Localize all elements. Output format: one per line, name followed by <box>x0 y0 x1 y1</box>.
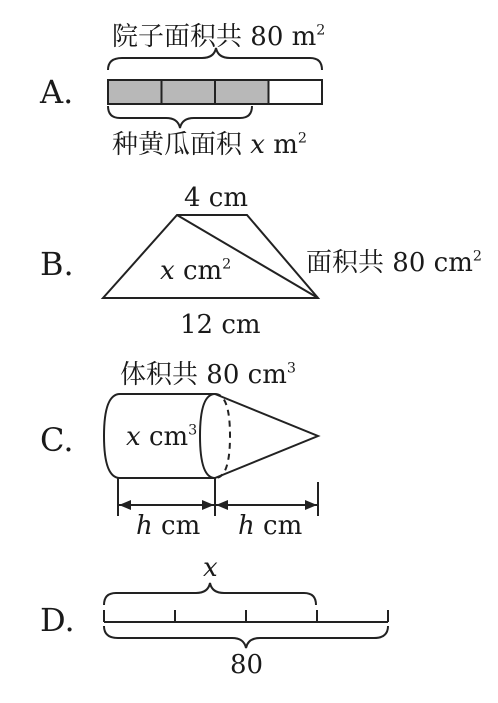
option-a-letter: A. <box>40 73 74 111</box>
option-c-cyl-exp: 3 <box>188 422 198 439</box>
option-c-top-num: 80 <box>206 360 240 390</box>
option-c-cyl-unit: cm <box>148 422 189 452</box>
option-d-top-var: x <box>203 553 218 583</box>
option-c-h2-var: h <box>238 511 255 541</box>
option-c-h1-var: h <box>136 511 153 541</box>
option-c-h1-unit: cm <box>161 511 201 541</box>
option-c-arrow-2r <box>305 500 317 510</box>
option-c-top-exp: 3 <box>286 360 296 377</box>
option-b-letter: B. <box>40 245 74 283</box>
option-a-bar-shaded-part <box>108 80 162 104</box>
option-c-cyl-var: x <box>126 422 141 452</box>
option-b-inner-var: x <box>160 256 175 286</box>
option-b-inner-label <box>160 258 231 284</box>
option-c-h1-label <box>136 513 200 539</box>
option-c-h2-unit: cm <box>263 511 303 541</box>
option-a-bottom-var: x <box>250 130 265 160</box>
option-c-cyl-label <box>126 424 197 450</box>
option-a-bar-empty-part <box>269 80 323 104</box>
option-b-total-text: 面积共 <box>306 248 385 278</box>
option-a-bottom-text: 种黄瓜面积 <box>112 130 243 160</box>
option-c-arrow-2l <box>216 500 228 510</box>
option-c-top-text: 体积共 <box>120 360 199 390</box>
option-b-bottom-len: 12 cm <box>180 310 261 340</box>
option-b-total-unit: cm <box>433 248 473 278</box>
option-b-total-label <box>306 250 482 276</box>
option-c-top-label <box>120 362 296 388</box>
option-c-h2-label <box>238 513 302 539</box>
option-a-bar <box>108 80 322 104</box>
option-a-top-num: 80 <box>250 22 284 52</box>
option-a-bottom-unit: m <box>273 130 298 160</box>
option-a-bottom-brace <box>108 106 252 128</box>
option-b-inner-exp: 2 <box>222 256 232 273</box>
option-c-letter: C. <box>40 421 74 459</box>
option-d-segment <box>104 610 388 622</box>
option-a-bottom-exp: 2 <box>297 130 307 147</box>
option-d-bottom-brace <box>104 626 388 648</box>
option-c-cylinder-hidden-ellipse <box>215 394 230 478</box>
option-c-arrow-1l <box>119 500 131 510</box>
option-d-top-brace <box>104 583 316 605</box>
option-b-inner-unit: cm <box>182 256 223 286</box>
option-a-top-text: 院子面积共 <box>112 22 243 52</box>
option-a-bar-shaded-part <box>162 80 216 104</box>
option-d-bottom-num: 80 <box>230 650 264 680</box>
option-a-bar-shaded-part <box>215 80 269 104</box>
option-c-top-unit: cm <box>247 360 287 390</box>
option-c-cylinder-front-ellipse <box>200 394 215 478</box>
option-d-letter: D. <box>40 601 75 639</box>
option-a-top-exp: 2 <box>316 22 326 39</box>
option-c-arrow-1r <box>202 500 214 510</box>
option-b-total-num: 80 <box>392 248 426 278</box>
option-b-top-len: 4 cm <box>184 183 249 213</box>
option-b-total-exp: 2 <box>472 248 482 265</box>
option-a-top-unit: m <box>291 22 317 52</box>
option-a-top-brace <box>108 48 322 70</box>
